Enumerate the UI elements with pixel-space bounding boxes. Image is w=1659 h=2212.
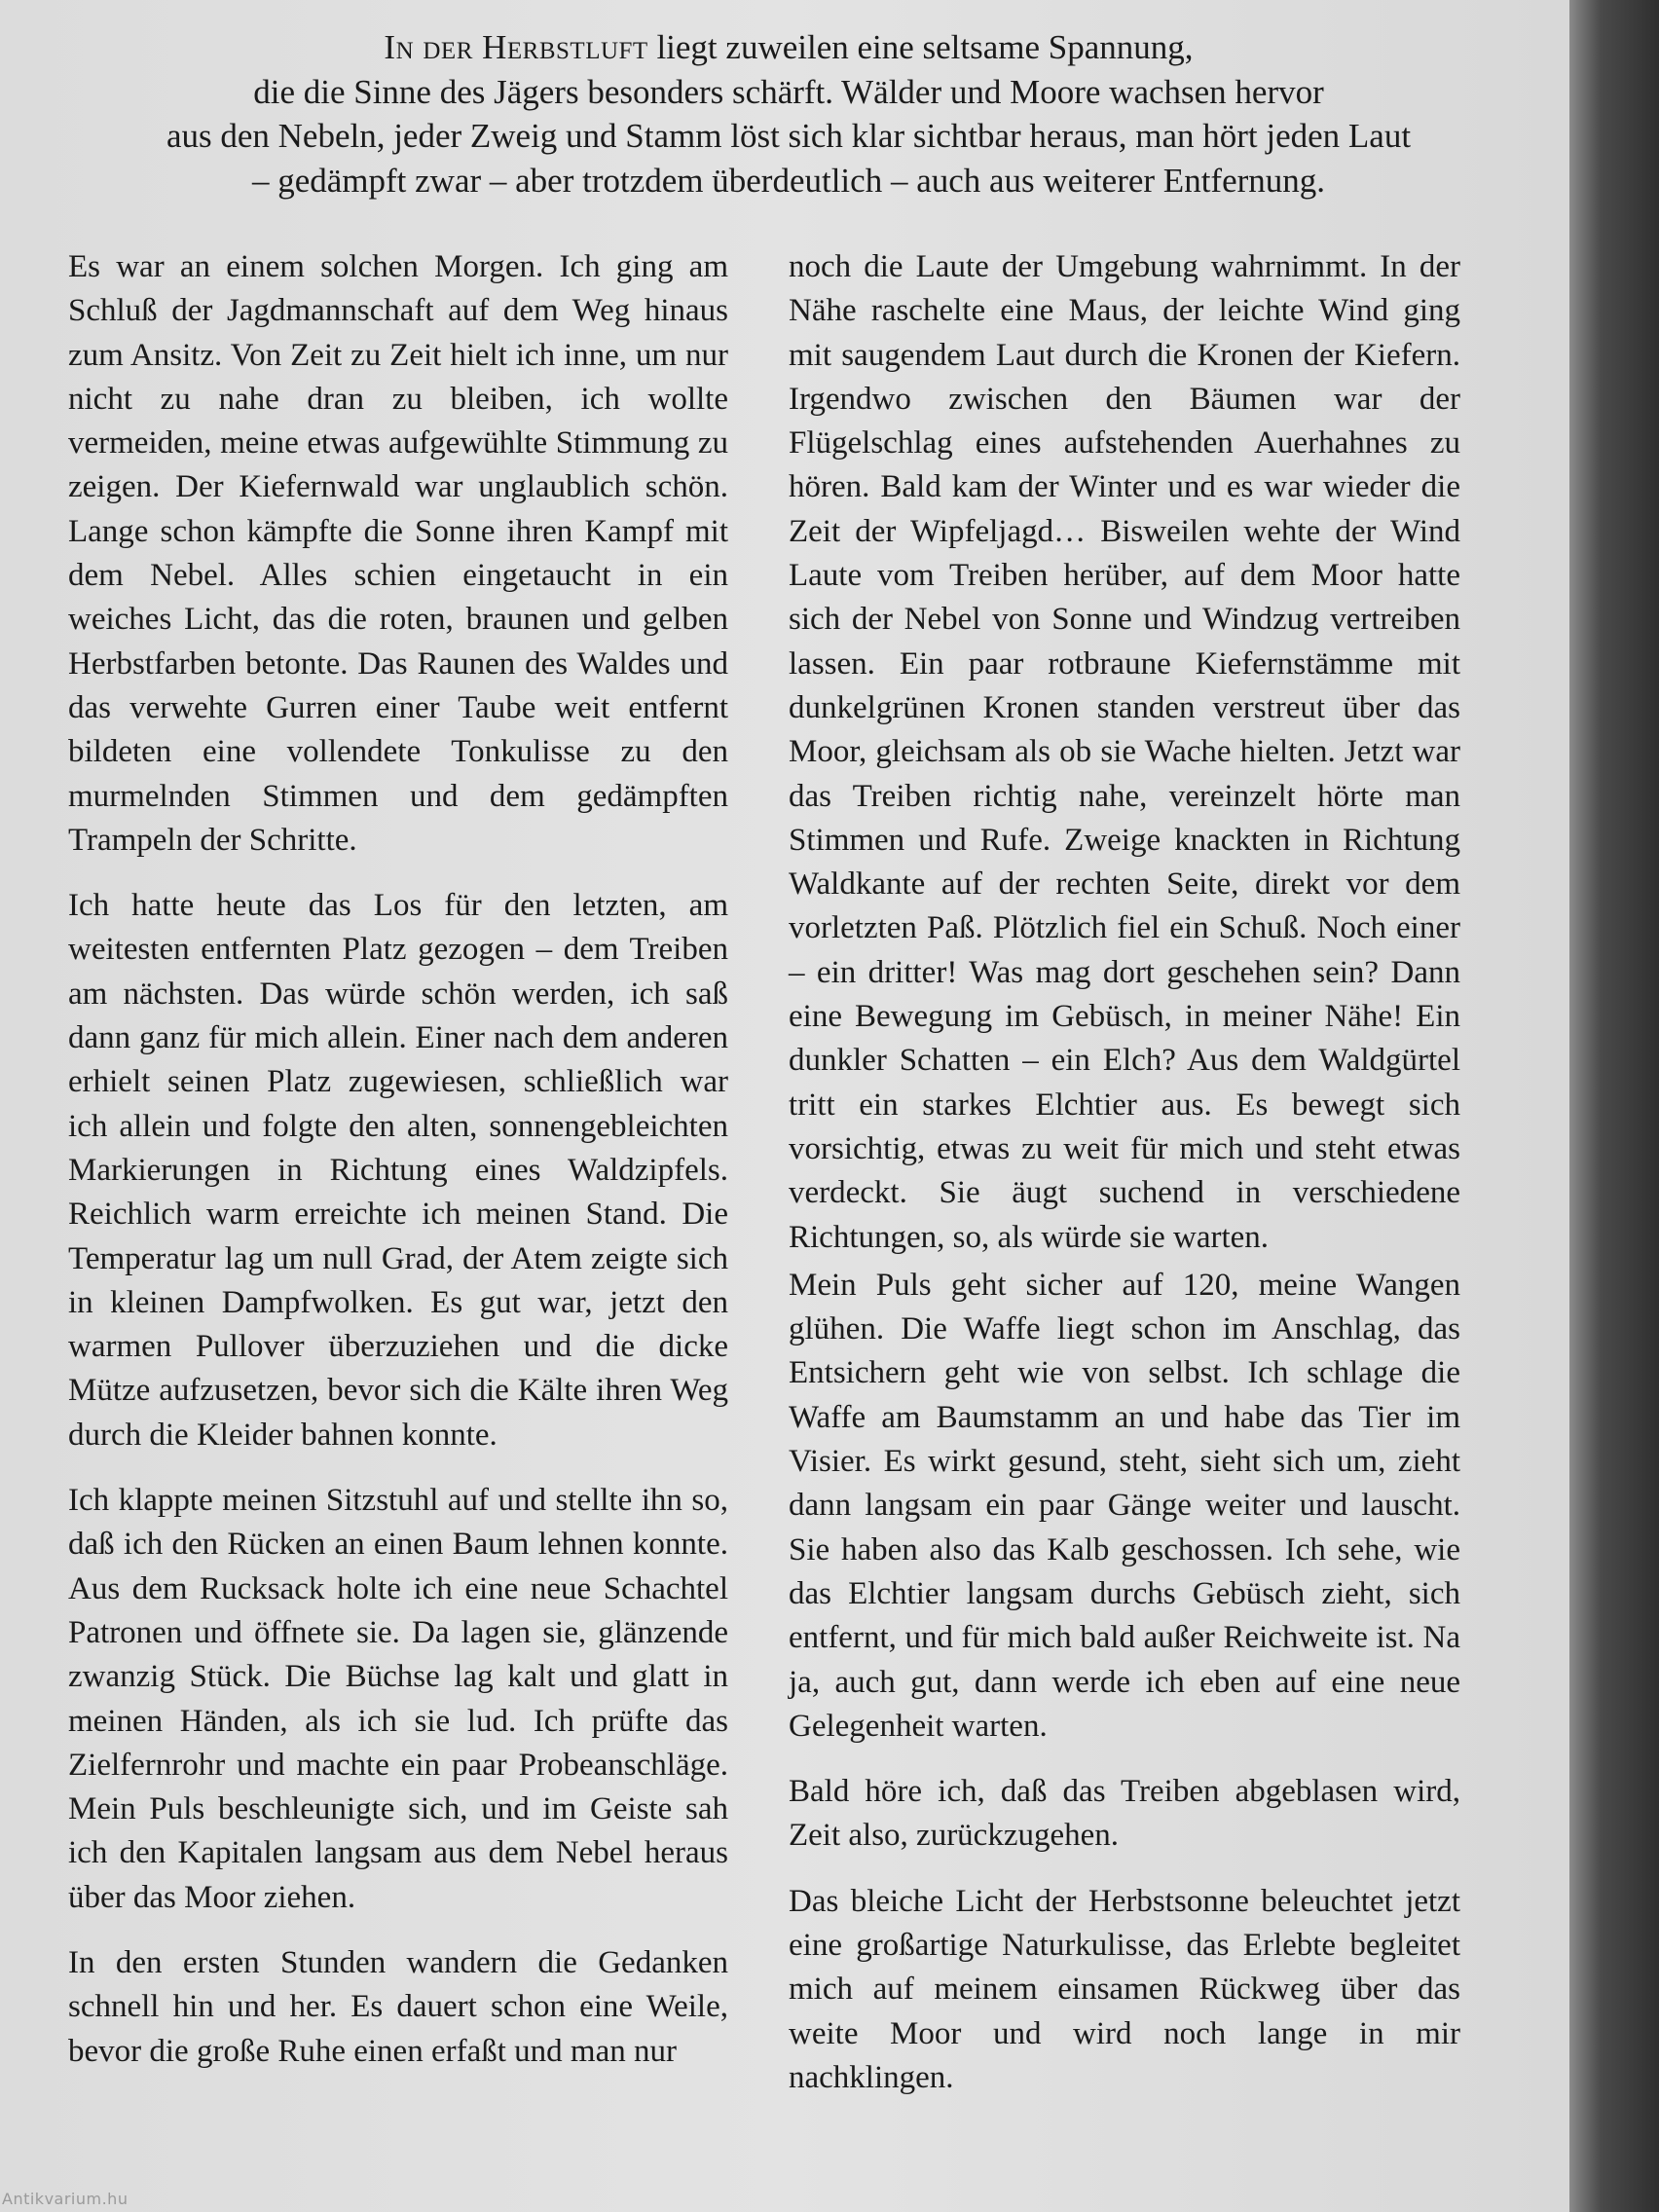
intro-lead-smallcaps: In der Herbstluft — [384, 28, 648, 66]
right-paragraph-2: Mein Puls geht sicher auf 120, meine Wangen glühen. Die Waffe liegt schon im Anschlag, das Entsichern geht wie von selbst. Ich schlage die Waffe am Baumstamm an und habe das Tier im Visier. Es wirkt gesund, steht, sieht sich um, zieht dann langsam ein paar Gänge weiter und lauscht. Sie haben also das Kalb geschossen. Ich sehe, wie das Elchtier langsam durchs Gebüsch zieht, sich entfernt, und für mich bald außer Reichweite ist. Na ja, auch gut, dann werde ich eben auf eine neue Gelegenheit warten. — [789, 1267, 1460, 1744]
left-paragraph-2: Ich hatte heute das Los für den letzten, am weitesten entfernten Platz gezogen – dem Treiben am nächsten. Das würde schön werden, ich saß dann ganz für mich allein. Einer nach dem anderen erhielt seinen Platz zugewiesen, schließlich war ich allein und folgte den alten, sonnengebleichten Markierungen in Richtung eines Waldzipfels. Reichlich warm erreichte ich meinen Stand. Die Temperatur lag um null Grad, der Atem zeigte sich in kleinen Dampfwolken. Es gut war, jetzt den warmen Pullover überzuziehen und die dicke Mütze aufzusetzen, bevor sich die Kälte ihren Weg durch die Kleider bahnen konnte. — [68, 888, 728, 1453]
intro-paragraph — [68, 25, 1509, 203]
book-spine-shadow — [1569, 0, 1659, 2212]
right-paragraph-3: Bald höre ich, daß das Treiben abgeblasen wird, Zeit also, zurückzugehen. — [789, 1774, 1460, 1854]
intro-line-1: In der Herbstluft liegt zuweilen eine seltsame Spannung, — [384, 28, 1194, 66]
intro-line-4: – gedämpft zwar – aber trotzdem überdeutlich – auch aus weiterer Entfernung. — [251, 161, 1326, 200]
watermark: Antikvarium.hu — [2, 2190, 129, 2208]
left-paragraph-1: Es war an einem solchen Morgen. Ich ging am Schluß der Jagdmannschaft auf dem Weg hinaus zum Ansitz. Von Zeit zu Zeit hielt ich inne, um nur nicht zu nahe dran zu bleiben, ich wollte vermeiden, meine etwas aufgewühlte Stimmung zu zeigen. Der Kiefernwald war unglaublich schön. Lange schon kämpfte die Sonne ihren Kampf mit dem Nebel. Alles schien eingetaucht in ein weiches Licht, das die roten, braunen und gelben Herbstfarben betonte. Das Raunen des Waldes und das verwehte Gurren einer Taube weit entfernt bildeten eine vollendete Tonkulisse zu den murmelnden Stimmen und dem gedämpften Trampeln der Schritte. — [68, 249, 728, 858]
intro-line-3: aus den Nebeln, jeder Zweig und Stamm löst sich klar sichtbar heraus, man hört jeden Laut — [166, 117, 1412, 155]
left-column — [68, 245, 728, 2074]
right-column — [789, 245, 1460, 2100]
left-paragraph-3: Ich klappte meinen Sitzstuhl auf und stellte ihn so, daß ich den Rücken an einen Baum lehnen konnte. Aus dem Rucksack holte ich eine neue Schachtel Patronen und öffnete sie. Da lagen sie, glänzende zwanzig Stück. Die Büchse lag kalt und glatt in meinen Händen, als ich sie lud. Ich prüfte das Zielfernrohr und machte ein paar Probeanschläge. Mein Puls beschleunigte sich, und im Geiste sah ich den Kapitalen langsam aus dem Nebel heraus über das Moor ziehen. — [68, 1483, 728, 1915]
intro-line-2: die die Sinne des Jägers besonders schärft. Wälder und Moore wachsen hervor — [253, 72, 1324, 111]
right-paragraph-4: Das bleiche Licht der Herbstsonne beleuchtet jetzt eine großartige Naturkulisse, das Erlebte begleitet mich auf meinem einsamen Rückweg über das weite Moor und wird noch lange in mir nachklingen. — [789, 1883, 1460, 2095]
right-paragraph-1: noch die Laute der Umgebung wahrnimmt. In der Nähe raschelte eine Maus, der leichte Wind ging mit saugendem Laut durch die Kronen der Kiefern. Irgendwo zwischen den Bäumen war der Flügelschlag eines aufstehenden Auerhahnes zu hören. Bald kam der Winter und es war wieder die Zeit der Wipfeljagd… Bisweilen wehte der Wind Laute vom Treiben herüber, auf dem Moor hatte sich der Nebel von Sonne und Windzug vertreiben lassen. Ein paar rotbraune Kiefernstämme mit dunkelgrünen Kronen standen verstreut über das Moor, gleichsam als ob sie Wache hielten. Jetzt war das Treiben richtig nahe, vereinzelt hörte man Stimmen und Rufe. Zweige knackten in Richtung Waldkante auf der rechten Seite, direkt vor dem vorletzten Paß. Plötzlich fiel ein Schuß. Noch einer – ein dritter! Was mag dort geschehen sein? Dann eine Bewegung im Gebüsch, in meiner Nähe! Ein dunkler Schatten – ein Elch? Aus dem Waldgürtel tritt ein starkes Elchtier aus. Es bewegt sich vorsichtig, etwas zu weit für mich und steht etwas verdeckt. Sie äugt suchend in verschiedene Richtungen, so, als würde sie warten. — [789, 249, 1460, 1255]
left-paragraph-4: In den ersten Stunden wandern die Gedanken schnell hin und her. Es dauert schon eine Weile, bevor die große Ruhe einen erfaßt und man nur — [68, 1944, 728, 2069]
